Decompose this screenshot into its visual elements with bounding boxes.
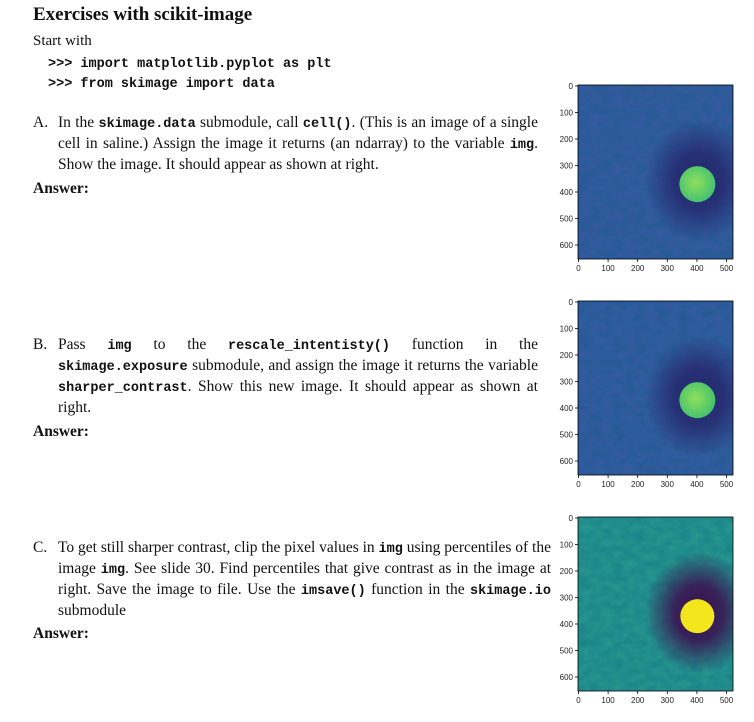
x-tick-label: 400 bbox=[690, 480, 704, 489]
x-tick-label: 500 bbox=[719, 696, 734, 705]
plot-svg bbox=[557, 79, 735, 284]
y-tick-label: 600 bbox=[559, 457, 573, 466]
y-tick-label: 500 bbox=[559, 646, 573, 656]
cell-image-plot-original bbox=[557, 79, 735, 284]
y-tick-label: 0 bbox=[568, 82, 573, 91]
y-tick-label: 100 bbox=[559, 108, 573, 118]
question-letter: A. bbox=[33, 114, 49, 131]
question-a bbox=[33, 113, 538, 174]
y-tick-label: 500 bbox=[559, 214, 573, 224]
cell-halo bbox=[578, 517, 733, 691]
cell-body bbox=[679, 382, 715, 418]
cell-image-plot-rescaled bbox=[557, 295, 735, 500]
y-tick-label: 200 bbox=[559, 351, 573, 360]
x-tick-label: 100 bbox=[601, 480, 615, 489]
x-tick-label: 200 bbox=[631, 696, 645, 705]
x-tick-label: 100 bbox=[601, 264, 615, 273]
cell-image bbox=[578, 517, 733, 691]
y-tick-label: 0 bbox=[568, 514, 573, 523]
x-tick-label: 500 bbox=[719, 264, 734, 273]
start-with-label: Start with bbox=[33, 33, 92, 49]
y-tick-label: 300 bbox=[559, 377, 573, 387]
code-line-import-data: >>> from skimage import data bbox=[48, 77, 275, 92]
y-tick-label: 300 bbox=[559, 161, 573, 171]
cell-body bbox=[680, 599, 714, 633]
x-tick-label: 200 bbox=[631, 264, 645, 273]
question-b bbox=[33, 335, 538, 417]
y-tick-label: 300 bbox=[559, 593, 573, 603]
y-tick-label: 200 bbox=[559, 567, 573, 576]
x-tick-label: 0 bbox=[576, 264, 581, 273]
cell-image bbox=[578, 85, 733, 259]
y-tick-label: 500 bbox=[559, 430, 573, 440]
cell-image-plot-clipped bbox=[557, 511, 735, 716]
answer-label-b: Answer: bbox=[33, 423, 89, 440]
plot-svg bbox=[557, 511, 735, 716]
x-tick-label: 0 bbox=[576, 480, 581, 489]
x-tick-label: 200 bbox=[631, 480, 645, 489]
y-tick-label: 0 bbox=[568, 298, 573, 307]
answer-label-a: Answer: bbox=[33, 180, 89, 197]
x-tick-label: 100 bbox=[601, 696, 615, 705]
x-tick-label: 0 bbox=[576, 696, 581, 705]
code-line-import-plt: >>> import matplotlib.pyplot as plt bbox=[48, 57, 332, 72]
x-tick-label: 500 bbox=[719, 480, 734, 489]
x-tick-label: 300 bbox=[660, 480, 674, 489]
y-tick-label: 100 bbox=[559, 540, 573, 550]
question-c-text: To get still sharper contrast, clip the pixel values in img using percentiles of the image img. See slide 30. Find percentiles that give contrast as in the image at right. Save the image to file. Use the imsave() function in the skimage.io submodule bbox=[58, 539, 552, 619]
x-tick-label: 300 bbox=[660, 696, 674, 705]
y-tick-label: 100 bbox=[559, 324, 573, 334]
question-letter: C. bbox=[33, 539, 48, 556]
y-tick-label: 400 bbox=[559, 620, 573, 629]
y-tick-label: 600 bbox=[559, 673, 573, 682]
x-tick-label: 400 bbox=[690, 264, 704, 273]
plot-svg bbox=[557, 295, 735, 500]
question-letter: B. bbox=[33, 336, 48, 353]
x-tick-label: 300 bbox=[660, 264, 674, 273]
y-tick-label: 400 bbox=[559, 188, 573, 197]
y-tick-label: 600 bbox=[559, 241, 573, 250]
page-title: Exercises with scikit-image bbox=[33, 4, 253, 25]
question-c bbox=[33, 538, 551, 620]
y-tick-label: 400 bbox=[559, 404, 573, 413]
cell-image bbox=[578, 301, 733, 475]
y-tick-label: 200 bbox=[559, 135, 573, 144]
answer-label-c: Answer: bbox=[33, 625, 89, 642]
question-a-text: In the skimage.data submodule, call cell(). (This is an image of a single cell in saline.) Assign the image it returns (an ndarray) to the variable img. Show the image. It should appear as shown at right. bbox=[58, 114, 538, 173]
question-b-text: Pass img to the rescale_intentisty() function in the skimage.exposure submodule, and assign the image it returns the variable sharper_contrast. Show this new image. It should appear as shown at right. bbox=[58, 336, 538, 416]
x-tick-label: 400 bbox=[690, 696, 704, 705]
cell-body bbox=[679, 166, 715, 202]
